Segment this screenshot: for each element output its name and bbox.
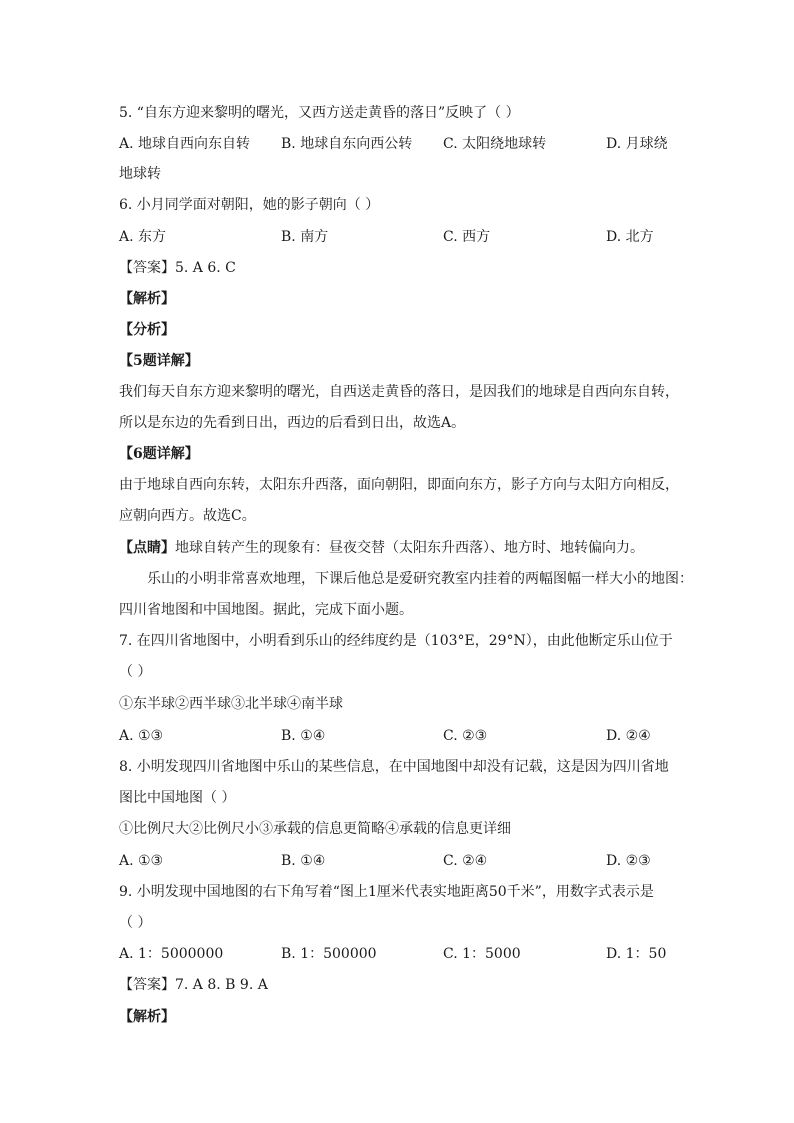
analysis-heading-2: 【解析】 <box>119 1009 175 1025</box>
q7-stem: 7. 在四川省地图中，小明看到乐山的经纬度约是（103°E，29°N），由此他断定乐山位于 <box>119 633 673 649</box>
detail-5-line-2: 所以是东边的先看到日出，西边的后看到日出，故选A。 <box>119 415 466 431</box>
q8-options <box>0 851 794 871</box>
analysis-heading-1: 【解析】 <box>119 291 175 307</box>
q9-options <box>0 944 794 964</box>
q6-option-b: B. 南方 <box>281 229 329 245</box>
q6-option-c: C. 西方 <box>443 229 491 245</box>
q7-option-d: D. ②④ <box>606 728 651 744</box>
q5-option-d: D. 月球绕 <box>606 136 668 152</box>
q8-stem: 8. 小明发现四川省地图中乐山的某些信息，在中国地图中却没有记载，这是因为四川省地 <box>119 759 669 775</box>
detail-5-title: 【5题详解】 <box>119 353 199 369</box>
q8-option-c: C. ②④ <box>443 853 488 869</box>
answer-7-9: 【答案】7. A 8. B 9. A <box>119 977 268 993</box>
dianjing <box>119 538 679 558</box>
q9-option-a: A. 1：5000000 <box>119 946 224 962</box>
q5-option-a: A. 地球自西向东自转 <box>119 136 251 152</box>
detail-6-line-1: 由于地球自西向东转，太阳东升西落，面向朝阳，即面向东方，影子方向与太阳方向相反， <box>119 477 679 493</box>
q5-option-b: B. 地球自东向西公转 <box>281 136 413 152</box>
q9-stem-continued: （ ） <box>119 915 152 931</box>
q9-option-d: D. 1：50 <box>606 946 667 962</box>
q8-option-a: A. ①③ <box>119 853 164 869</box>
answer-5-6: 【答案】5. A 6. C <box>119 260 236 276</box>
detail-6-line-2: 应朝向西方。故选C。 <box>119 508 256 524</box>
dianjing-text: 地球自转产生的现象有：昼夜交替（太阳东升西落）、地方时、地转偏向力。 <box>175 540 644 556</box>
q9-stem: 9. 小明发现中国地图的右下角写着“图上1厘米代表实地距离50千米”，用数字式表示是 <box>119 884 654 900</box>
dianjing-label: 【点睛】 <box>119 540 175 556</box>
q8-option-b: B. ①④ <box>281 853 326 869</box>
q6-option-d: D. 北方 <box>606 229 654 245</box>
q8-option-d: D. ②③ <box>606 853 651 869</box>
q8-choices: ①比例尺大②比例尺小③承载的信息更简略④承载的信息更详细 <box>119 821 511 837</box>
q5-options <box>0 134 794 154</box>
q5-option-c: C. 太阳绕地球转 <box>443 136 547 152</box>
q7-options <box>0 726 794 746</box>
q8-stem-continued: 图比中国地图（ ） <box>119 790 236 806</box>
q6-options <box>0 227 794 247</box>
q7-option-a: A. ①③ <box>119 728 164 744</box>
q7-choices: ①东半球②西半球③北半球④南半球 <box>119 696 343 712</box>
detail-5-line-1: 我们每天自东方迎来黎明的曙光，自西送走黄昏的落日，是因我们的地球是自西向东自转， <box>119 384 679 400</box>
material-line-1: 乐山的小明非常喜欢地理，下课后他总是爱研究教室内挂着的两幅图幅一样大小的地图： <box>147 571 693 587</box>
fenxi-heading: 【分析】 <box>119 322 175 338</box>
q7-stem-continued: （ ） <box>119 664 152 680</box>
q9-option-b: B. 1：500000 <box>281 946 377 962</box>
material-line-2: 四川省地图和中国地图。据此，完成下面小题。 <box>119 602 413 618</box>
q9-option-c: C. 1：5000 <box>443 946 521 962</box>
q5-stem: 5. “自东方迎来黎明的曙光，又西方送走黄昏的落日”反映了（ ） <box>119 105 520 121</box>
q6-option-a: A. 东方 <box>119 229 167 245</box>
q6-stem: 6. 小月同学面对朝阳，她的影子朝向（ ） <box>119 197 380 213</box>
q7-option-c: C. ②③ <box>443 728 488 744</box>
detail-6-title: 【6题详解】 <box>119 446 199 462</box>
q5-option-d-continued: 地球转 <box>119 166 161 182</box>
q7-option-b: B. ①④ <box>281 728 326 744</box>
